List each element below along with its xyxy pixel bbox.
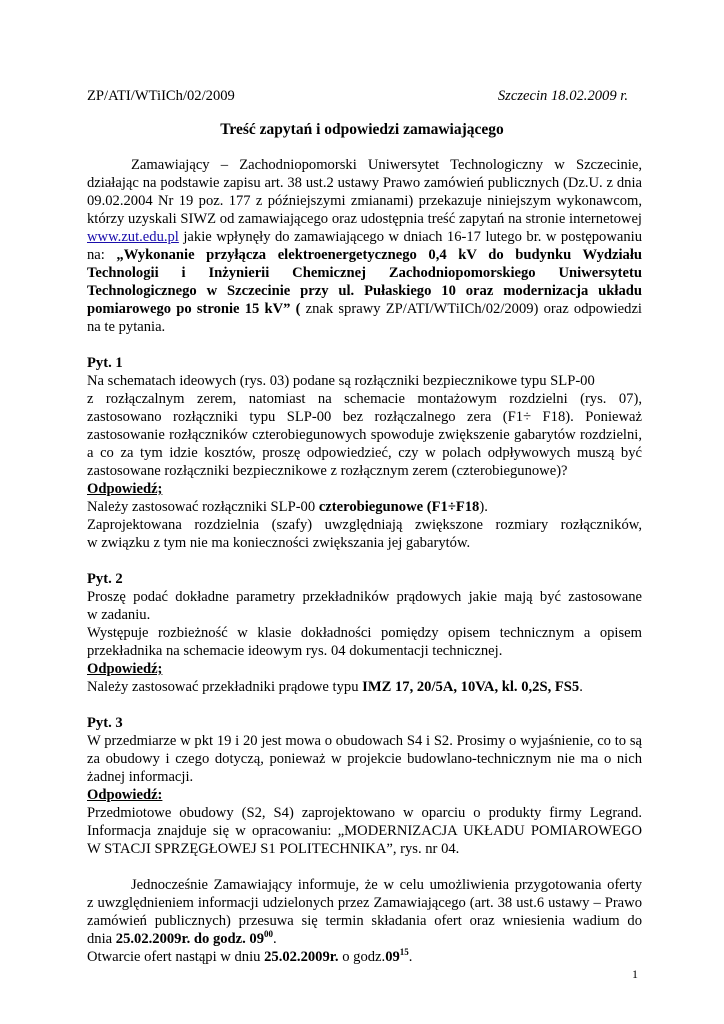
- text-line: Zaprojektowana rozdzielnia (szafy) uwzględniają zwiększone rozmiary rozłączników,: [87, 517, 642, 533]
- text-line: zamówień publicznych) przesuwa się termin składania ofert oraz wniesienia wadium do: [87, 913, 642, 929]
- text-line: z uwzględnieniem informacji udzielonych przez Zamawiającego (art. 38 ust.6 ustawy – Prawo: [87, 895, 642, 911]
- text-line: przekładnika na schemacie ideowym rys. 04 dokumentacji technicznej.: [87, 643, 503, 659]
- text-line: a co za tym idzie kosztów, proszę odpowiedzieć, czy w polach odpływowych muszą być: [87, 445, 642, 461]
- text-line: dnia 25.02.2009r. do godz. $09^{00}$.: [87, 929, 277, 947]
- page-number: 1: [632, 967, 638, 981]
- text-line: zastosowanie rozłączników czterobiegunowych spowoduje zwiększenie gabarytów rozdzielni,: [87, 427, 642, 443]
- question-heading: Pyt. 2: [87, 571, 123, 587]
- place-date: Szczecin 18.02.2009 r.: [497, 88, 628, 104]
- text-line: którzy uzyskali SIWZ od zamawiającego oraz udostępnia treść zapytań na stronie internetowej: [87, 211, 642, 227]
- text-line: Otwarcie ofert nastąpi w dniu 25.02.2009r. o $godz.09^{15}$.: [87, 947, 413, 965]
- answer-label: Odpowiedź:: [87, 787, 163, 803]
- text-line: na te pytania.: [87, 319, 166, 335]
- text-line: pomiarowego po stronie 15 kV” ( znak sprawy ZP/ATI/WTiICh/02/2009) oraz odpowiedzi: [87, 301, 642, 317]
- text-line: W przedmiarze w pkt 19 i 20 jest mowa o obudowach S4 i S2. Prosimy o wyjaśnienie, co to są: [87, 733, 642, 749]
- text-line: Jednocześnie Zamawiający informuje, że w celu umożliwienia przygotowania oferty: [131, 877, 642, 893]
- text-line: Należy zastosować rozłączniki SLP-00 czterobiegunowe (F1÷F18).: [87, 499, 488, 515]
- text-line: Występuje rozbieżność w klasie dokładności pomiędzy opisem technicznym a opisem: [87, 625, 642, 641]
- text-line: Technologii i Inżynierii Chemicznej Zachodniopomorskiego Uniwersytetu: [87, 265, 642, 281]
- text-line: w związku z tym nie ma konieczności zwiększania jej gabarytów.: [87, 535, 471, 551]
- text-line: Na schematach ideowych (rys. 03) podane są rozłączniki bezpiecznikowe typu SLP-00: [87, 373, 595, 389]
- text-line: 09.02.2004 Nr 19 poz. 177 z późniejszymi zmianami) przekazuje niniejszym wykonawcom,: [87, 193, 642, 209]
- text-line: Należy zastosować przekładniki prądowe typu IMZ 17, 20/5A, 10VA, kl. 0,2S, FS5.: [87, 679, 583, 695]
- text-line: żadnej informacji.: [87, 769, 194, 785]
- text-line: Przedmiotowe obudowy (S2, S4) zaprojektowano w oparciu o produkty firmy Legrand.: [87, 805, 642, 821]
- text-line: działając na podstawie zapisu art. 38 ust.2 ustawy Prawo zamówień publicznych (Dz.U. z dnia: [87, 175, 642, 191]
- text-line: w zadaniu.: [87, 607, 151, 623]
- text-line: zastosowano rozłączniki typu SLP-00 bez rozłączalnego zera (F1÷ F18). Ponieważ: [87, 409, 642, 425]
- text-line: z rozłączalnym zerem, natomiast na schemacie montażowym rozdzielni (rys. 07),: [87, 391, 642, 407]
- question-heading: Pyt. 1: [87, 355, 123, 371]
- text-line: Informacja znajduje się w opracowaniu: „MODERNIZACJA UKŁADU POMIAROWEGO: [87, 823, 642, 839]
- text-line: W STACJI SPRZĘGŁOWEJ S1 POLITECHNIKA”, rys. nr 04.: [87, 841, 460, 857]
- text-line: www.zut.edu.pl jakie wpłynęły do zamawiającego w dniach 16-17 lutego br. w postępowaniu: [87, 229, 642, 245]
- website-link[interactable]: www.zut.edu.pl: [87, 229, 179, 245]
- document-title: Treść zapytań i odpowiedzi zamawiającego: [220, 121, 504, 138]
- case-reference: ZP/ATI/WTiICh/02/2009: [87, 88, 235, 104]
- text-line: Technologicznego w Szczecinie przy ul. Pułaskiego 10 oraz modernizacja układu: [87, 283, 642, 299]
- answer-label: Odpowiedź;: [87, 481, 163, 497]
- text-line: Zamawiający – Zachodniopomorski Uniwersytet Technologiczny w Szczecinie,: [131, 157, 642, 173]
- text-line: zastosowane rozłączniki bezpiecznikowe z rozłącznym zerem (czterobiegunowe)?: [87, 463, 568, 479]
- text-line: za obudowy i czego dotyczą, ponieważ w projekcie budowlano-technicznym nie ma o nich: [87, 751, 642, 767]
- answer-label: Odpowiedź;: [87, 661, 163, 677]
- question-heading: Pyt. 3: [87, 715, 123, 731]
- text-line: Proszę podać dokładne parametry przekładników prądowych jakie mają być zastosowane: [87, 589, 642, 605]
- text-line: na: „Wykonanie przyłącza elektroenergetycznego 0,4 kV do budynku Wydziału: [87, 247, 642, 263]
